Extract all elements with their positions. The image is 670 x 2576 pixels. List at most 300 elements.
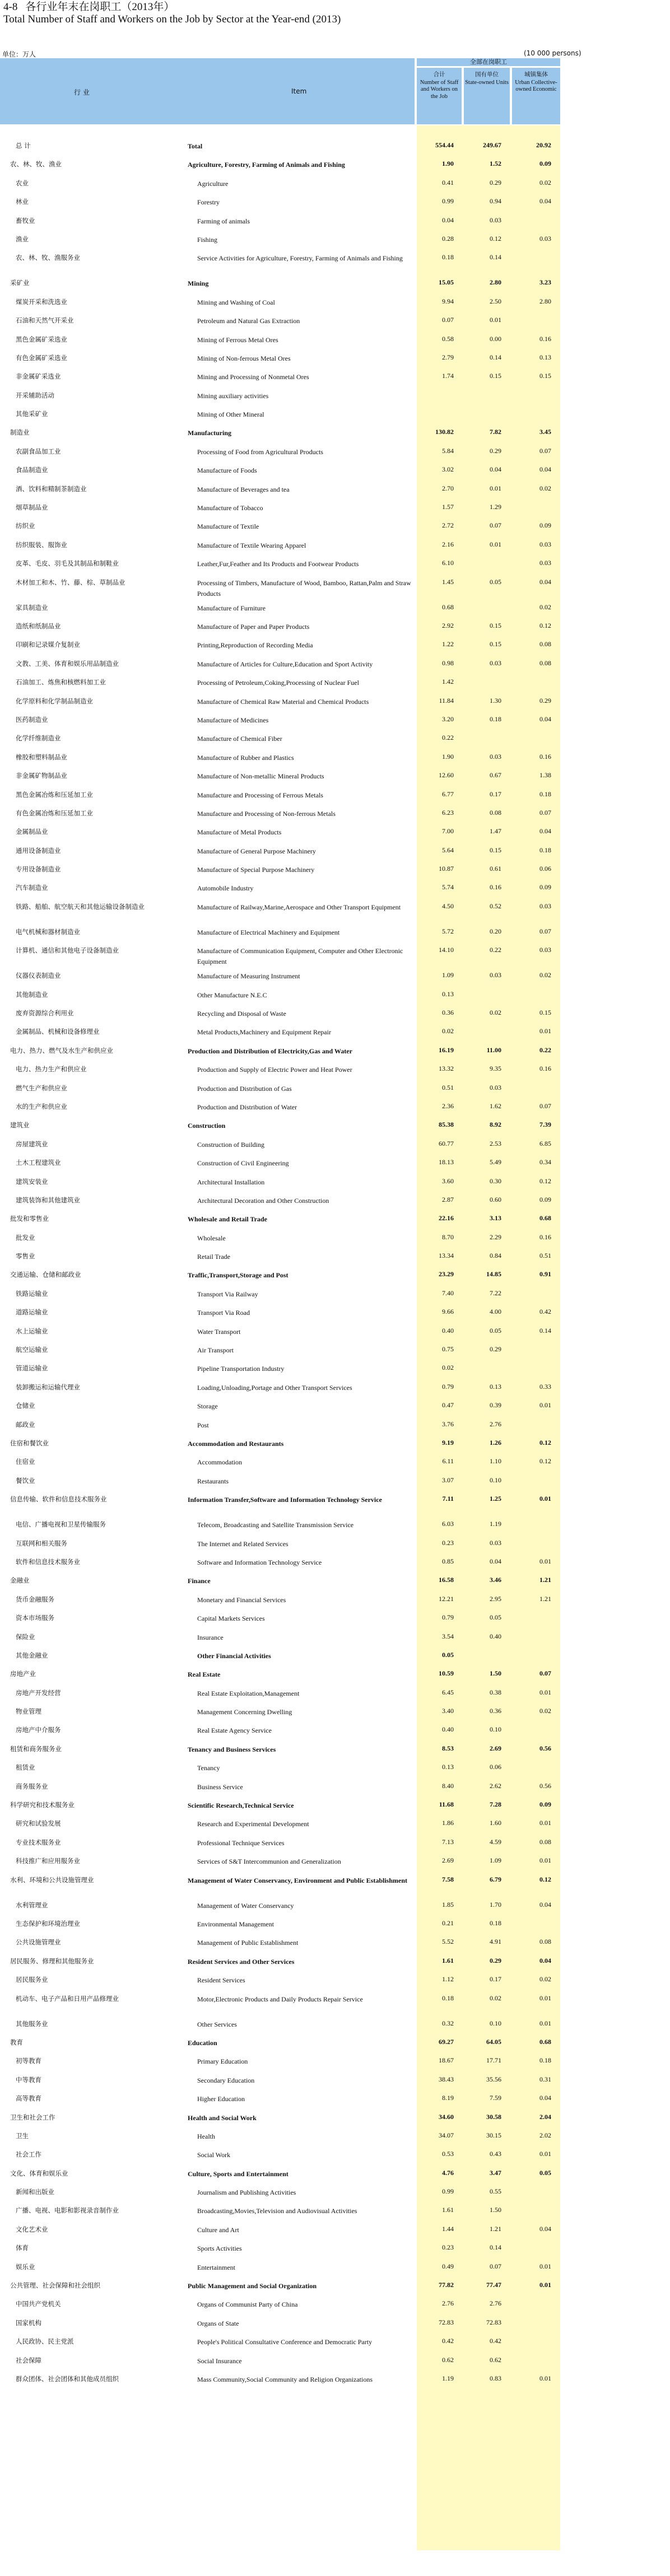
row-item-en: Retail Trade [197,1253,230,1261]
row-item-en: Agriculture, Forestry, Farming of Animals and Fishing [188,161,345,169]
row-item-en: Transport Via Railway [197,1290,258,1298]
row-value-collective: 0.01 [539,1688,551,1696]
row-value-collective: 0.04 [539,827,551,836]
header-item-label: Item [291,87,307,95]
row-sector-cn: 房地产业 [10,1670,36,1678]
row-value-collective: 3.45 [539,428,551,436]
header-item [157,58,415,124]
table-row [0,330,670,349]
table-row [0,941,670,967]
row-sector-cn: 航空运输业 [16,1346,48,1354]
row-value-total: 5.84 [442,446,454,455]
row-sector-cn: 中等教育 [16,2075,41,2084]
row-value-total: 0.62 [442,2355,454,2364]
table-row [0,174,670,193]
row-sector-cn: 公共管理、社会保障和社会组织 [10,2281,100,2290]
row-item-en: People's Political Consultative Conference and Democratic Party [197,2338,373,2346]
row-sector-cn: 化学纤维制造业 [16,734,61,743]
table-number: 4-8 [3,1,18,13]
row-value-state: 0.83 [490,2374,501,2382]
table-row [0,636,670,654]
table-row [0,1933,670,1952]
row-value-state: 1.50 [490,2206,501,2214]
row-value-collective: 0.02 [539,603,551,611]
row-sector-cn: 机动车、电子产品和日用产品修理业 [16,1994,119,2003]
row-item-en: Wholesale and Retail Trade [188,1215,267,1224]
row-value-collective: 0.12 [539,1177,551,1185]
table-row [0,599,670,617]
row-sector-cn: 信息传输、软件和信息技术服务业 [10,1495,107,1504]
row-item-en: Scientific Research,Technical Service [188,1802,294,1810]
row-sector-cn: 文教、工美、体育和娱乐用品制造业 [16,659,119,668]
row-sector-cn: 居民服务、修理和其他服务业 [10,1957,94,1965]
row-item-en: Construction of Building [197,1140,264,1149]
table-row [0,1173,670,1191]
row-sector-cn: 科学研究和技术服务业 [10,1801,75,1809]
row-value-total: 7.58 [442,1875,454,1883]
row-value-collective: 0.02 [539,1975,551,1984]
row-sector-cn: 采矿业 [10,279,30,287]
row-sector-cn: 商务服务业 [16,1782,48,1790]
row-value-total: 3.20 [442,715,454,723]
row-item-en: Other Services [197,2020,237,2028]
row-item-en: Construction [188,1122,226,1130]
row-value-collective: 0.08 [539,1938,551,1946]
row-value-collective: 2.04 [539,2112,551,2121]
row-value-state: 1.50 [490,1669,501,1678]
row-item-en: Mining auxiliary activities [197,391,269,400]
row-sector-cn: 软件和信息技术服务业 [16,1557,80,1566]
row-value-total: 0.07 [442,316,454,324]
row-sector-cn: 橡胶和塑料制品业 [16,753,67,761]
row-item-en: Mining [188,279,209,288]
row-item-en: Culture and Art [197,2225,239,2234]
row-item-en: Service Activities for Agriculture, Forestry, Farming of Animals and Fishing [197,254,403,263]
row-value-total: 0.32 [442,2019,454,2027]
row-item-en: Manufacture of Chemical Fiber [197,735,282,743]
unit-row [0,48,670,59]
row-value-collective: 0.18 [539,2056,551,2065]
row-value-state: 4.00 [490,1308,501,1316]
row-value-state: 0.02 [490,1994,501,2002]
row-sector-cn: 交通运输、仓储和邮政业 [10,1271,81,1279]
row-item-en: Manufacture of Textile [197,522,259,531]
table-body [0,137,670,2388]
table-row [0,2239,670,2257]
header-sector-label: 行 业 [74,88,90,96]
table-row [0,1952,670,1971]
row-value-state: 0.07 [490,2262,501,2270]
row-value-total: 5.52 [442,1938,454,1946]
row-value-collective: 0.04 [539,1956,551,1964]
row-value-state: 0.22 [490,946,501,954]
row-value-state: 0.03 [490,1083,501,1091]
row-value-state: 2.80 [490,278,501,287]
row-value-total: 1.86 [442,1819,454,1827]
row-value-state: 0.17 [490,1975,501,1984]
table-row [0,1971,670,1989]
row-value-collective: 0.03 [539,559,551,567]
row-sector-cn: 国家机构 [16,2318,41,2327]
row-sector-cn: 租赁和商务服务业 [10,1744,62,1753]
table-row [0,729,670,748]
row-value-collective: 0.03 [539,234,551,242]
row-value-collective: 0.12 [539,1439,551,1446]
row-item-en: Architectural Installation [197,1178,265,1186]
row-value-total: 18.13 [439,1158,454,1166]
row-item-en: Processing of Petroleum,Coking,Processing of Nuclear Fuel [197,679,359,687]
row-value-collective: 0.05 [539,2168,551,2177]
row-value-collective: 0.16 [539,752,551,760]
table-row [0,2183,670,2201]
row-item-en: Manufacture of Textile Wearing Apparel [197,541,306,549]
row-value-state: 0.07 [490,521,501,530]
row-value-total: 130.82 [435,428,454,436]
row-sector-cn: 金融业 [10,1576,30,1585]
row-sector-cn: 租赁业 [16,1763,35,1772]
row-value-state: 1.19 [490,1520,501,1528]
row-value-total: 0.28 [442,234,454,242]
table-row [0,1777,670,1796]
row-item-en: Entertainment [197,2263,235,2271]
row-value-total: 6.11 [442,1457,454,1466]
row-value-collective: 0.04 [539,577,551,586]
row-sector-cn: 邮政业 [16,1420,35,1429]
table-row [0,1590,670,1609]
row-value-total: 0.02 [442,1364,454,1372]
row-item-en: Manufacture of Tobacco [197,504,263,512]
row-item-en: Monetary and Financial Services [197,1595,286,1604]
row-value-state: 0.03 [490,216,501,224]
row-item-en: Manufacture of Special Purpose Machinery [197,866,315,874]
row-value-collective: 0.12 [539,621,551,629]
row-value-total: 0.41 [442,178,454,186]
table-row [0,842,670,860]
row-value-collective: 0.22 [539,1046,551,1054]
table-row [0,442,670,461]
row-value-state: 0.40 [490,1632,501,1640]
row-value-collective: 0.68 [539,1214,551,1222]
row-value-total: 0.51 [442,1083,454,1091]
row-value-state: 2.62 [490,1781,501,1790]
table-row [0,1796,670,1814]
row-sector-cn: 渔业 [16,235,29,243]
row-item-en: The Internet and Related Services [197,1539,289,1548]
row-value-collective: 0.01 [539,2281,551,2289]
row-value-total: 85.38 [439,1121,454,1129]
row-value-state: 8.92 [490,1121,501,1129]
row-sector-cn: 黑色金属冶炼和压延加工业 [16,790,93,799]
table-row [0,1023,670,1041]
row-value-total: 0.22 [442,734,454,742]
row-item-en: Other Manufacture N.E.C [197,991,267,999]
table-row [0,274,670,292]
table-row [0,2033,670,2052]
row-item-en: Tenancy [197,1764,220,1772]
row-sector-cn: 房地产开发经营 [16,1688,61,1697]
table-row [0,1303,670,1322]
row-value-total: 38.43 [439,2075,454,2083]
row-value-collective: 0.01 [539,1027,551,1035]
row-value-collective: 0.29 [539,696,551,704]
row-item-en: Mass Community,Social Community and Religion Organizations [197,2375,373,2383]
header-col-collective-en: Urban Collective-owned Economic [515,79,557,92]
row-sector-cn: 专用设备制造业 [16,865,61,874]
table-row [0,2314,670,2332]
row-item-en: Air Transport [197,1346,234,1355]
row-value-state: 1.21 [490,2224,501,2233]
header-col-state-cn: 国有单位 [475,71,499,78]
row-sector-cn: 装卸搬运和运输代理业 [16,1383,80,1391]
row-value-collective: 0.01 [539,1819,551,1827]
row-item-en: Secondary Education [197,2076,255,2084]
row-sector-cn: 公共设施管理业 [16,1938,61,1947]
row-value-collective: 0.02 [539,178,551,186]
row-sector-cn: 家具制造业 [16,603,48,612]
row-item-en: Real Estate Agency Service [197,1726,272,1735]
table-row [0,1665,670,1683]
row-value-total: 34.60 [439,2112,454,2121]
row-value-state: 0.14 [490,353,501,361]
header-col-collective [512,68,560,124]
row-item-en: Transport Via Road [197,1309,250,1317]
row-item-en: Construction of Civil Engineering [197,1159,289,1168]
row-value-total: 69.27 [439,2037,454,2046]
table-row [0,1229,670,1247]
row-value-state: 0.03 [490,752,501,760]
row-value-collective: 0.04 [539,715,551,723]
row-value-collective: 0.16 [539,334,551,343]
table-row [0,1135,670,1154]
row-value-total: 0.75 [442,1345,454,1354]
row-value-collective: 0.01 [539,2019,551,2027]
table-row [0,767,670,785]
row-sector-cn: 汽车制造业 [16,884,48,892]
row-sector-cn: 林业 [16,198,29,206]
row-value-state: 17.71 [486,2056,501,2065]
table-row [0,1416,670,1434]
row-sector-cn: 有色金属矿采选业 [16,353,67,362]
row-item-en: Storage [197,1402,218,1411]
row-item-en: Production and Supply of Electric Power and Heat Power [197,1066,352,1074]
row-sector-cn: 资本市场服务 [16,1614,54,1622]
row-item-en: Telecom, Broadcasting and Satellite Transmission Service [197,1521,354,1529]
row-sector-cn: 居民服务业 [16,1976,48,1984]
row-value-total: 0.13 [442,1763,454,1771]
row-value-total: 5.64 [442,846,454,854]
row-value-state: 30.58 [486,2112,501,2121]
table-row [0,879,670,897]
table-row [0,823,670,841]
row-value-total: 1.09 [442,971,454,979]
row-value-collective: 0.91 [539,1270,551,1278]
row-value-total: 0.40 [442,1725,454,1734]
row-item-en: Pipeline Transportation Industry [197,1365,285,1373]
table-row [0,692,670,711]
row-sector-cn: 文化、体育和娱乐业 [10,2169,68,2177]
row-value-total: 3.60 [442,1177,454,1185]
row-sector-cn: 初等教育 [16,2057,41,2065]
row-value-total: 1.12 [442,1975,454,1984]
table-row [0,2258,670,2276]
row-item-en: Capital Markets Services [197,1614,265,1623]
row-item-en: Finance [188,1577,211,1585]
row-value-state: 64.05 [486,2037,501,2046]
row-sector-cn: 卫生和社会工作 [10,2113,55,2121]
row-sector-cn: 计算机、通信和其他电子设备制造业 [16,946,119,955]
row-value-total: 3.02 [442,465,454,474]
header-col-total-en: Number of Staff and Workers on the Job [420,79,459,100]
row-value-state: 2.53 [490,1139,501,1147]
row-value-total: 2.72 [442,521,454,530]
row-sector-cn: 非金属矿采选业 [16,372,61,381]
row-sector-cn: 货币金融服务 [16,1595,54,1603]
row-value-collective: 0.34 [539,1158,551,1166]
table-title-en: Total Number of Staff and Workers on the Job by Sector at the Year-end (2013) [3,13,341,25]
row-value-total: 7.00 [442,827,454,836]
table-row [0,1852,670,1870]
header-col-total-cn: 合计 [433,71,445,78]
row-value-collective: 0.16 [539,1233,551,1241]
row-item-en: Accommodation and Restaurants [188,1440,284,1448]
row-value-total: 13.32 [439,1065,454,1073]
row-item-en: Business Service [197,1782,243,1791]
row-item-en: Management of Water Conservancy [197,1901,294,1910]
row-value-state: 0.03 [490,659,501,667]
row-item-en: Culture, Sports and Entertainment [188,2169,289,2178]
row-sector-cn: 黑色金属矿采选业 [16,335,67,343]
row-value-total: 0.99 [442,2187,454,2196]
table-row [0,498,670,517]
row-item-en: Printing,Reproduction of Recording Media [197,641,313,650]
title-cn [3,1,664,13]
row-value-total: 2.87 [442,1195,454,1203]
row-value-collective: 0.01 [539,1994,551,2002]
table-row [0,137,670,155]
row-value-state: 0.94 [490,197,501,206]
table-row [0,2201,670,2220]
table-row [0,1247,670,1266]
table-row [0,2089,670,2108]
row-value-state: 1.10 [490,1457,501,1466]
table-row [0,1684,670,1702]
row-sector-cn: 造纸和纸制品业 [16,622,61,630]
row-value-collective: 0.07 [539,808,551,816]
row-item-en: Manufacture of General Purpose Machinery [197,847,316,855]
row-value-collective: 0.18 [539,790,551,798]
row-value-state: 0.02 [490,1009,501,1017]
row-value-state: 0.10 [490,2019,501,2027]
row-item-en: Mining and Processing of Nonmetal Ores [197,373,309,381]
row-item-en: Fishing [197,235,218,244]
row-item-en: Higher Education [197,2095,245,2103]
row-value-state: 0.05 [490,577,501,586]
row-value-total: 15.05 [439,278,454,287]
row-value-state: 0.03 [490,971,501,979]
row-value-total: 3.40 [442,1707,454,1715]
table-row [0,2052,670,2070]
row-value-state: 249.67 [483,141,501,149]
row-sector-cn: 餐饮业 [16,1476,35,1485]
header-col-state-en: State-owned Units [465,79,509,86]
row-value-state: 1.26 [490,1439,501,1446]
row-item-en: Health and Social Work [188,2113,257,2122]
row-value-total: 8.53 [442,1744,454,1752]
row-item-en: Manufacture of Railway,Marine,Aerospace and Other Transport Equipment [197,903,401,911]
row-value-total: 1.22 [442,640,454,648]
row-sector-cn: 中国共产党机关 [16,2300,61,2308]
row-value-collective: 0.56 [539,1781,551,1790]
table-row [0,986,670,1004]
row-value-collective: 0.03 [539,902,551,910]
table-row [0,1285,670,1303]
table-row [0,1472,670,1490]
table-row [0,1434,670,1453]
row-value-total: 0.40 [442,1326,454,1334]
row-item-en: Production and Distribution of Water [197,1103,297,1111]
row-value-state: 0.18 [490,1919,501,1927]
row-value-state: 0.06 [490,1763,501,1771]
table-row [0,2071,670,2089]
table-row [0,1322,670,1341]
row-value-total: 0.23 [442,2243,454,2252]
row-value-total: 18.67 [439,2056,454,2065]
row-value-state: 3.46 [490,1576,501,1584]
row-value-collective: 0.42 [539,1308,551,1316]
row-value-total: 1.19 [442,2374,454,2382]
row-value-collective: 0.09 [539,1800,551,1809]
table-row [0,1915,670,1933]
row-value-total: 22.16 [439,1214,454,1222]
row-value-collective: 0.02 [539,1707,551,1715]
row-sector-cn: 水利、环境和公共设施管理业 [10,1875,94,1884]
row-value-state: 2.95 [490,1594,501,1603]
row-value-total: 0.79 [442,1382,454,1390]
table-row [0,673,670,692]
row-sector-cn: 住宿业 [16,1458,35,1466]
row-value-state: 1.70 [490,1900,501,1908]
row-value-collective: 0.09 [539,883,551,892]
row-value-collective: 0.15 [539,1009,551,1017]
row-value-total: 0.47 [442,1401,454,1410]
table-row [0,655,670,673]
row-value-state: 1.30 [490,696,501,704]
row-value-state: 77.47 [486,2281,501,2289]
row-value-collective: 0.12 [539,1457,551,1466]
row-value-collective: 0.06 [539,865,551,873]
row-value-collective: 0.16 [539,1065,551,1073]
table-row [0,1571,670,1590]
row-value-state: 1.52 [490,160,501,168]
row-value-state: 0.42 [490,2337,501,2345]
row-value-state: 2.69 [490,1744,501,1752]
row-value-state: 2.76 [490,2299,501,2308]
row-value-state: 0.13 [490,1382,501,1390]
row-value-total: 1.45 [442,577,454,586]
row-item-en: Motor,Electronic Products and Daily Products Repair Service [197,1995,363,2003]
row-value-collective: 0.07 [539,446,551,455]
table-row [0,1896,670,1915]
row-item-en: Information Transfer,Software and Information Technology Service [188,1496,382,1504]
row-sector-cn: 水上运输业 [16,1327,48,1335]
row-sector-cn: 专业技术服务业 [16,1838,61,1846]
row-value-collective: 0.31 [539,2075,551,2083]
row-sector-cn: 铁路运输业 [16,1289,48,1298]
row-value-total: 0.13 [442,990,454,998]
row-sector-cn: 批发业 [16,1233,35,1242]
row-value-total: 1.90 [442,160,454,168]
row-value-state: 1.09 [490,1856,501,1865]
